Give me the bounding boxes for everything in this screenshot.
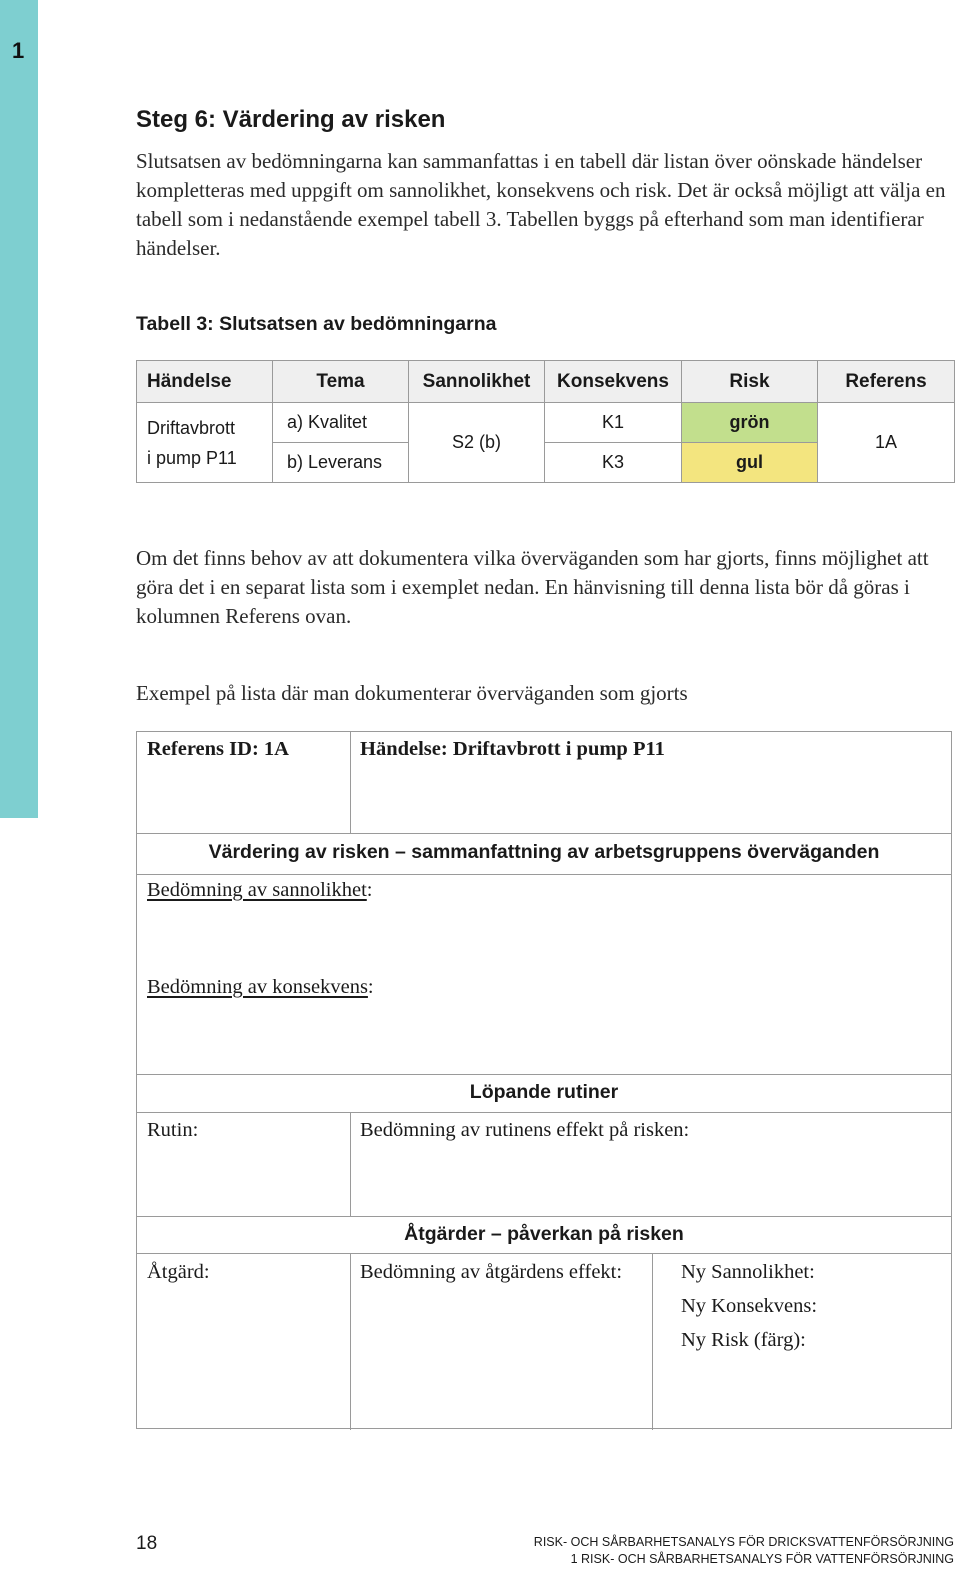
event-cell	[137, 403, 273, 483]
tema-cell: a) Kvalitet	[273, 403, 409, 443]
table-header-row	[137, 361, 955, 403]
divider	[350, 1112, 351, 1216]
divider	[652, 1253, 653, 1430]
divider	[137, 874, 951, 875]
measures-header: Åtgärder – påverkan på risken	[404, 1223, 684, 1245]
header-konsekvens: Konsekvens	[545, 361, 682, 403]
divider	[350, 732, 351, 833]
chapter-sidebar	[0, 0, 38, 818]
section-heading: Steg 6: Värdering av risken	[136, 106, 446, 133]
handelse-label: Händelse: Driftavbrott i pump P11	[360, 738, 665, 760]
considerations-form	[136, 731, 952, 1429]
routine-label: Rutin:	[147, 1119, 199, 1141]
second-paragraph: Om det finns behov av att dokumentera vilka överväganden som har gjorts, finns möjlighet att göra det i en separat lista som i exemplet nedan. En hänvisning till denna lista bör då göras i kolumnen Referens ovan.	[136, 546, 929, 628]
event-line-1: Driftavbrott	[147, 417, 236, 438]
event-line-2: i pump P11	[147, 447, 237, 468]
table-row	[137, 403, 955, 443]
footer-line-1: RISK- OCH SÅRBARHETSANALYS FÖR DRICKSVATTENFÖRSÖRJNING	[533, 1535, 954, 1549]
divider	[137, 1112, 951, 1113]
new-probability-label: Ny Sannolikhet:	[681, 1261, 815, 1283]
routines-header: Löpande rutiner	[469, 1081, 619, 1103]
footer-line-2: 1 RISK- OCH SÅRBARHETSANALYS FÖR VATTENFÖRSÖRJNING	[570, 1552, 954, 1566]
example-title: Exempel på lista där man dokumenterar överväganden som gjorts	[136, 681, 688, 705]
tema-cell: b) Leverans	[273, 443, 409, 483]
intro-paragraph: Slutsatsen av bedömningarna kan sammanfattas i en tabell där listan över oönskade händelser kompletteras med uppgift om sannolikhet, konsekvens och risk. Det är också möjligt att välja en tabell som i nedanstående exempel tabell 3. Tabellen byggs på efterhand som man identifierar händelser.	[136, 149, 946, 260]
divider	[137, 1074, 951, 1075]
header-sannolikhet: Sannolikhet	[409, 361, 545, 403]
colon: :	[366, 879, 373, 901]
consequence-label-text: Bedömning av konsekvens	[147, 976, 368, 998]
valuation-header: Värdering av risken – sammanfattning av arbetsgruppens överväganden	[208, 841, 880, 863]
header-handelse: Händelse	[137, 361, 273, 403]
table-title: Tabell 3: Slutsatsen av bedömningarna	[136, 313, 497, 335]
chapter-marker: 1	[12, 38, 25, 63]
assessment-table	[136, 360, 955, 483]
measure-effect-label: Bedömning av åtgärdens effekt:	[360, 1261, 623, 1283]
header-tema: Tema	[273, 361, 409, 403]
probability-label	[147, 879, 372, 902]
header-referens: Referens	[818, 361, 955, 403]
new-consequence-label: Ny Konsekvens:	[681, 1295, 818, 1317]
divider	[137, 1253, 951, 1254]
routine-effect-label: Bedömning av rutinens effekt på risken:	[360, 1119, 690, 1141]
konsekvens-cell: K1	[545, 403, 682, 443]
referens-id-label: Referens ID: 1A	[147, 738, 289, 760]
sannolikhet-cell: S2 (b)	[409, 403, 545, 483]
divider	[350, 1253, 351, 1430]
referens-cell: 1A	[818, 403, 955, 483]
consequence-label	[147, 976, 374, 999]
divider	[137, 833, 951, 834]
page-number: 18	[136, 1533, 158, 1554]
header-risk: Risk	[682, 361, 818, 403]
colon: :	[367, 976, 374, 998]
new-risk-label: Ny Risk (färg):	[681, 1329, 806, 1351]
risk-cell-yellow: gul	[682, 443, 818, 483]
risk-cell-green: grön	[682, 403, 818, 443]
measure-label: Åtgärd:	[147, 1261, 210, 1283]
divider	[137, 1216, 951, 1217]
konsekvens-cell: K3	[545, 443, 682, 483]
probability-label-text: Bedömning av sannolikhet	[147, 879, 367, 901]
